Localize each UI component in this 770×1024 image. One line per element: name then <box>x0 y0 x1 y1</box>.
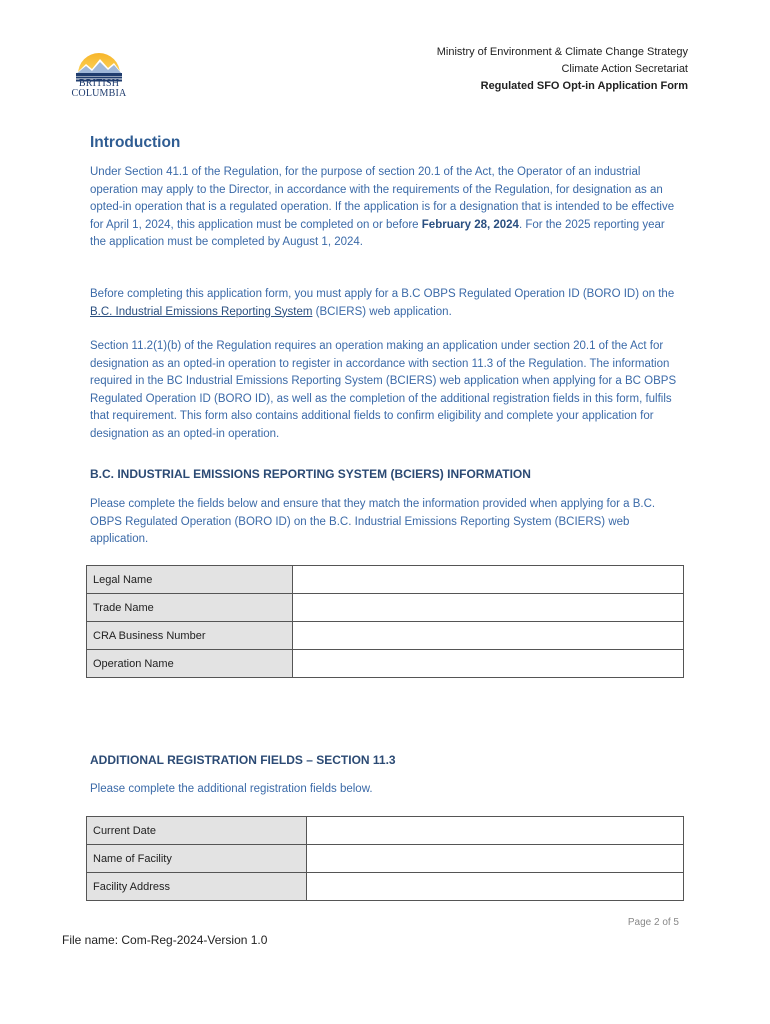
table-row <box>87 873 684 901</box>
additional-section-heading: ADDITIONAL REGISTRATION FIELDS – SECTION 11.3 <box>90 753 396 767</box>
trade-name-field[interactable] <box>293 594 684 622</box>
header-secretariat: Climate Action Secretariat <box>561 63 688 75</box>
facility-address-label: Facility Address <box>87 873 307 901</box>
bciers-instructions: Please complete the fields below and ensure that they match the information provided when applying for a B.C. OBPS Regulated Operation (BORO ID) on the B.C. Industrial Emissions Reporting System (BCIERS) web application. <box>90 498 656 545</box>
header-ministry: Ministry of Environment & Climate Change Strategy <box>436 46 688 58</box>
logo-line-2: COLUMBIA <box>71 88 127 99</box>
page-number: Page 2 of 5 <box>627 917 679 928</box>
cra-business-number-field[interactable] <box>293 622 684 650</box>
intro-paragraph-2 <box>90 286 680 321</box>
intro-paragraph-3: Section 11.2(1)(b) of the Regulation requires an operation making an application under section 20.1 of the Act for designation as an opted-in operation to register in accordance with section 11.3 of the Regulation. The information required in the BC Industrial Emissions Reporting System (BCIERS) web application when applying for a BC OBPS Regulated Operation ID (BORO ID), as well as the completion of the additional registration fields in this form, fulfils that requirement. This form also contains additional fields to confirm eligibility and complete your application for designation as an opted-in operation. <box>90 340 677 440</box>
bciers-section-heading: B.C. INDUSTRIAL EMISSIONS REPORTING SYSTEM (BCIERS) INFORMATION <box>90 467 531 481</box>
current-date-field[interactable] <box>307 817 684 845</box>
intro-p1-deadline: February 28, 2024 <box>421 218 519 231</box>
cra-business-number-label: CRA Business Number <box>87 622 293 650</box>
bc-logo-text <box>66 79 132 99</box>
intro-p1-text-a: Under Section 41.1 of the Regulation, for the purpose of section 20.1 of the Act, the Operator of an industrial operation may apply to the Director, in accordance with the requirements of the Regulation, for designation as an opted-in operation that is a regulated operation. If the application is for a designation that is intended to be effective for April 1, 2024, this application must be completed on or before <box>90 166 675 231</box>
additional-fields-table <box>86 816 684 901</box>
trade-name-label: Trade Name <box>87 594 293 622</box>
bciers-info-table <box>86 565 684 678</box>
intro-heading: Introduction <box>90 134 181 151</box>
legal-name-label: Legal Name <box>87 566 293 594</box>
operation-name-label: Operation Name <box>87 650 293 678</box>
header-form-title: Regulated SFO Opt-in Application Form <box>480 80 688 92</box>
table-row <box>87 845 684 873</box>
table-row <box>87 594 684 622</box>
operation-name-field[interactable] <box>293 650 684 678</box>
intro-p2-text-b: (BCIERS) web application. <box>312 305 452 318</box>
table-row <box>87 650 684 678</box>
facility-name-label: Name of Facility <box>87 845 307 873</box>
facility-name-field[interactable] <box>307 845 684 873</box>
file-name: File name: Com-Reg-2024-Version 1.0 <box>62 933 268 947</box>
facility-address-field[interactable] <box>307 873 684 901</box>
additional-instructions: Please complete the additional registration fields below. <box>90 783 373 795</box>
intro-p2-text-a: Before completing this application form, you must apply for a B.C OBPS Regulated Operation ID (BORO ID) on the <box>90 288 675 300</box>
intro-p1-text-b: . For the 2025 reporting year the application must be completed by August 1, 2024. <box>90 218 665 248</box>
current-date-label: Current Date <box>87 817 307 845</box>
table-row <box>87 817 684 845</box>
legal-name-field[interactable] <box>293 566 684 594</box>
logo-line-1: BRITISH <box>78 78 120 89</box>
bciers-link[interactable]: B.C. Industrial Emissions Reporting System <box>90 305 313 318</box>
document-header <box>437 44 688 95</box>
table-row <box>87 622 684 650</box>
intro-paragraph-1 <box>90 164 680 252</box>
table-row <box>87 566 684 594</box>
